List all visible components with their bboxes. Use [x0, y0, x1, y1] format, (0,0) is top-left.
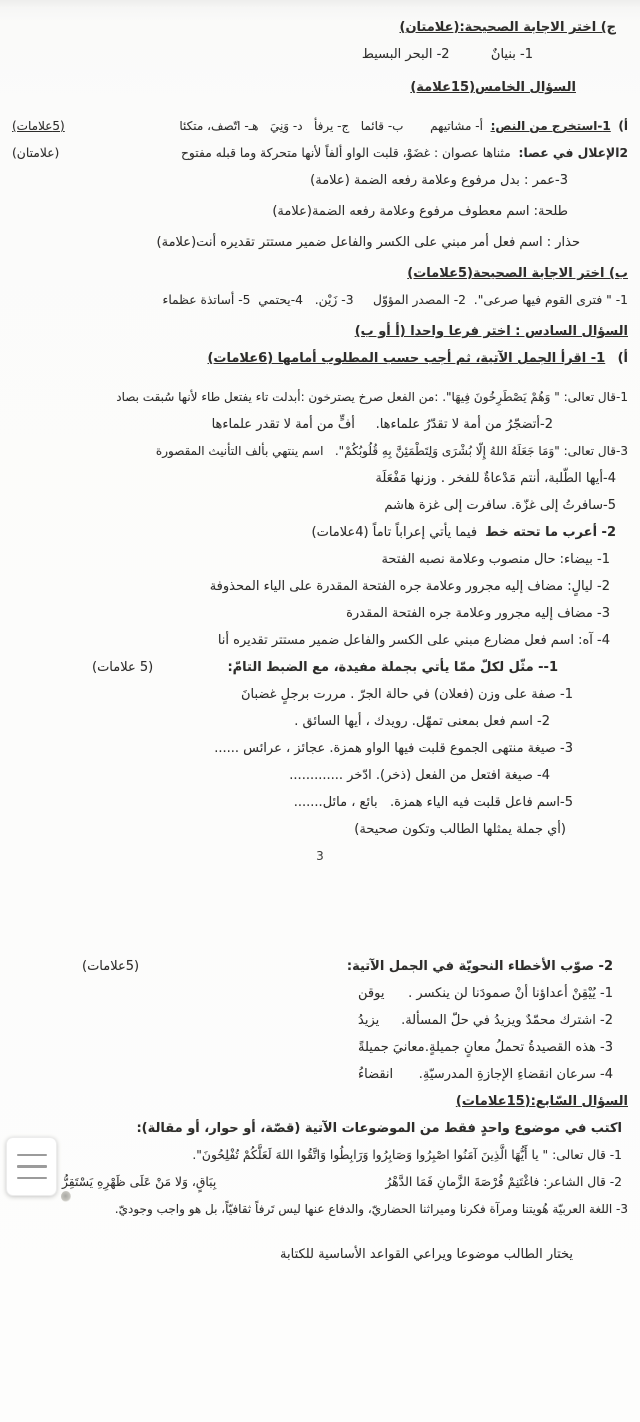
line-text — [179, 113, 628, 140]
marks-label: (علامتان) — [12, 146, 60, 160]
parse-answer-3: 3- مضاف إليه مجرور وعلامة جره الفتحة المقدرة — [346, 606, 610, 621]
correction-4: انقضاءُ — [358, 1067, 394, 1082]
section-b-heading: ب) اختر الاجابة الصحيحة(5علامات) — [407, 266, 628, 281]
ink-speck — [61, 1191, 71, 1202]
question7-heading: السؤال السّابع:(15علامات) — [455, 1094, 628, 1109]
error-sentence-2 — [12, 1007, 628, 1034]
writing-note: يختار الطالب موضوعا ويراعي القواعد الأساسية للكتابة — [280, 1247, 573, 1262]
question6-heading: السؤال السادس : اختر فرعا واحدا (أ أو ب) — [354, 324, 628, 339]
sentence-2: 2-أتضجّرُ من أمة لا تقدّرُ علماءها. أفٍّ من أمة لا تقدر علماءها — [211, 417, 553, 432]
error-sentence-1 — [12, 980, 628, 1007]
marks-label: (5علامات) — [82, 959, 140, 974]
parse-answer-1: 1- بيضاء: حال منصوب وعلامة نصبه الفتحة — [381, 552, 610, 567]
error-sentence-4 — [12, 1061, 628, 1088]
ilal-lead: 2الإعلال في عصا: — [518, 146, 628, 160]
marks-label: (5 علامات) — [92, 660, 154, 675]
answer-1: 1- بنيانٌ — [490, 47, 533, 62]
hathar-answer-line: حذار : اسم فعل أمر مبني على الكسر والفاعل ضمير مستتر تقديره أنت(علامة) — [156, 235, 580, 250]
example-1: 1- صفة على وزن (فعلان) في حالة الجرّ . مررت برجلٍ غضبانَ — [240, 687, 573, 702]
sentence-5: 5-سافرتُ إلى غزّة. سافرت إلى غزة هاشم — [384, 498, 616, 513]
correction-1: يوقن — [358, 986, 385, 1001]
ilal-answer: مثناها عصوان : غضَوْ، قلبت الواو ألفاً لأنها متحركة وما قبله مفتوح — [180, 146, 511, 160]
sentence-4: 4-أيها الطّلبة، أنتم مَدْعاةٌ للفخر . وزنها مَفْعَلَة — [375, 471, 616, 486]
page-number: 3 — [316, 849, 324, 863]
topic-1: 1- قال تعالى: " يا أَيُّهَا الَّذِينَ آمَنُوا اصْبِرُوا وَصَابِرُوا وَرَابِطُوا وَاتَّقُوا اللهَ لَعَلَّكُمْ تُفْلِحُونَ". — [192, 1148, 622, 1162]
parse-answer-4: 4- آه: اسم فعل مضارع مبني على الكسر والفاعل ضمير مستتر تقديره أنا — [217, 633, 610, 648]
sentence-1: 1-قال تعالى: " وَهُمْ يَصْطَرِخُونَ فِيهَا". :من الفعل صرخ يصترخون :أبدلت تاء يفتعل طاء لأنها سُبقت بصاد — [116, 390, 628, 404]
section-c-heading: ج) اختر الاجابة الصحيحة:(علامتان) — [399, 20, 616, 35]
branch-letter: أ) — [618, 119, 628, 133]
sentence-text: 3- هذه القصيدةُ تحملُ معانٍ جميلةٍ. — [424, 1040, 613, 1055]
topic-2 — [12, 1169, 628, 1196]
line-text — [181, 140, 628, 167]
verse-first-half: 2- قال الشاعر: فاغْتَنِمْ فُرْصَةَ الزَّمانِ فَمَا الدَّهْرُ — [385, 1175, 622, 1189]
example-3: 3- صيغة منتهى الجموع قلبت فيها الواو همزة. عجائز ، عرائس ...... — [214, 741, 573, 756]
instruction-text: 1- اقرأ الجمل الآتية، ثم أجب حسب المطلوب أمامها (6علامات) — [207, 351, 606, 366]
answer-2: 2- البحر البسيط — [361, 47, 450, 62]
parse-rest: فيما يأتي إعراباً تاماً (4علامات) — [311, 525, 478, 540]
parse-lead: 2- أعرب ما تحته خط — [485, 525, 616, 540]
note-line: (أي جملة يمثلها الطالب وتكون صحيحة) — [354, 822, 566, 837]
correction-3: معانيَ جميلةً — [358, 1040, 425, 1055]
writing-instruction: اكتب في موضوع واحدٍ فقط من الموضوعات الآتية (قصّة، أو حوار، أو مقالة): — [136, 1121, 622, 1136]
sentence-3: 3-قال تعالى: "وَمَا جَعَلَهُ اللهُ إِلّا بُشْرَى وَلِتَطْمَئِنَّ بِهِ قُلُوبُكُمْ". اسم ينتهي بألف التأنيث المقصورة — [155, 444, 628, 458]
extract-items: أ- مشاتيهم ب- قائما ج- يرفأ د- وَنِيَ هـ- اتّصف، متكئا — [179, 119, 483, 133]
question5-heading: السؤال الخامس(15علامة) — [410, 80, 576, 95]
example-2: 2- اسم فعل بمعنى تمهّل. رويدك ، أيها السائق . — [294, 714, 550, 729]
give-examples-instruction — [12, 654, 628, 681]
menu-button[interactable] — [6, 1137, 57, 1196]
ilal-line — [12, 140, 628, 167]
omar-answer-line: 3-عمر : بدل مرفوع وعلامة رفعه الضمة (علامة) — [310, 173, 568, 188]
example-5: 5-اسم فاعل قلبت فيه الياء همزة. بائع ، مائل....... — [293, 795, 573, 810]
instruction-text: 2- صوّب الأخطاء النحويّة في الجمل الآتية: — [346, 959, 613, 974]
branch-letter: أ) — [617, 351, 628, 366]
branch-a-instruction — [12, 345, 628, 372]
correct-errors-instruction — [12, 953, 628, 980]
error-sentence-3 — [12, 1034, 628, 1061]
example-4: 4- صيغة افتعل من الفعل (ذخر). ادّخر ............. — [289, 768, 550, 783]
instruction-text: 1-- مثّل لكلّ ممّا يأتي بجملة مفيدة، مع الضبط التامّ: — [227, 660, 558, 675]
extract-lead: 1-استخرج من النص: — [490, 119, 611, 133]
sentence-text: 4- سرعان انقضاءِ الإجازةِ المدرسيّةِ. — [418, 1067, 613, 1082]
mcq-answers-line: 1- " فترى القوم فيها صرعى". 2- المصدر المؤوّل 3- زَيْن. 4-يحتمي 5- أساتذة عظماء — [162, 293, 628, 307]
section-c-answers-line — [12, 41, 628, 68]
topic-3: 3- اللغة العربيّة هُويتنا ومرآة فكرنا وميراثنا الحضاريّ، والدفاع عنها ليس تَرفاً ثقافيّاً، بل هو واجب وجوديّ. — [114, 1202, 628, 1216]
correction-2: يزيدُ — [358, 1013, 380, 1028]
sentence-text: 1- يُيْقِنْ أعداؤنا أنْ صمودَنا لن ينكسر . — [408, 986, 613, 1001]
talha-answer-line: طلحة: اسم معطوف مرفوع وعلامة رفعه الضمة(علامة) — [272, 204, 568, 219]
marks-label: (5علامات) — [12, 119, 65, 133]
parse-answer-2: 2- ليالٍ: مضاف إليه مجرور وعلامة جره الفتحة المقدرة على الياء المحذوفة — [209, 579, 610, 594]
extract-question-line — [12, 113, 628, 140]
sentence-text: 2- اشترك محمّدٌ ويزيدُ في حلّ المسألة. — [401, 1013, 613, 1028]
parse-instruction — [12, 519, 628, 546]
verse-second-half: بِبَاقٍ، وَلا مَنْ عَلَى ظَهْرِهِ يَسْتَقِرُّ — [62, 1175, 217, 1189]
